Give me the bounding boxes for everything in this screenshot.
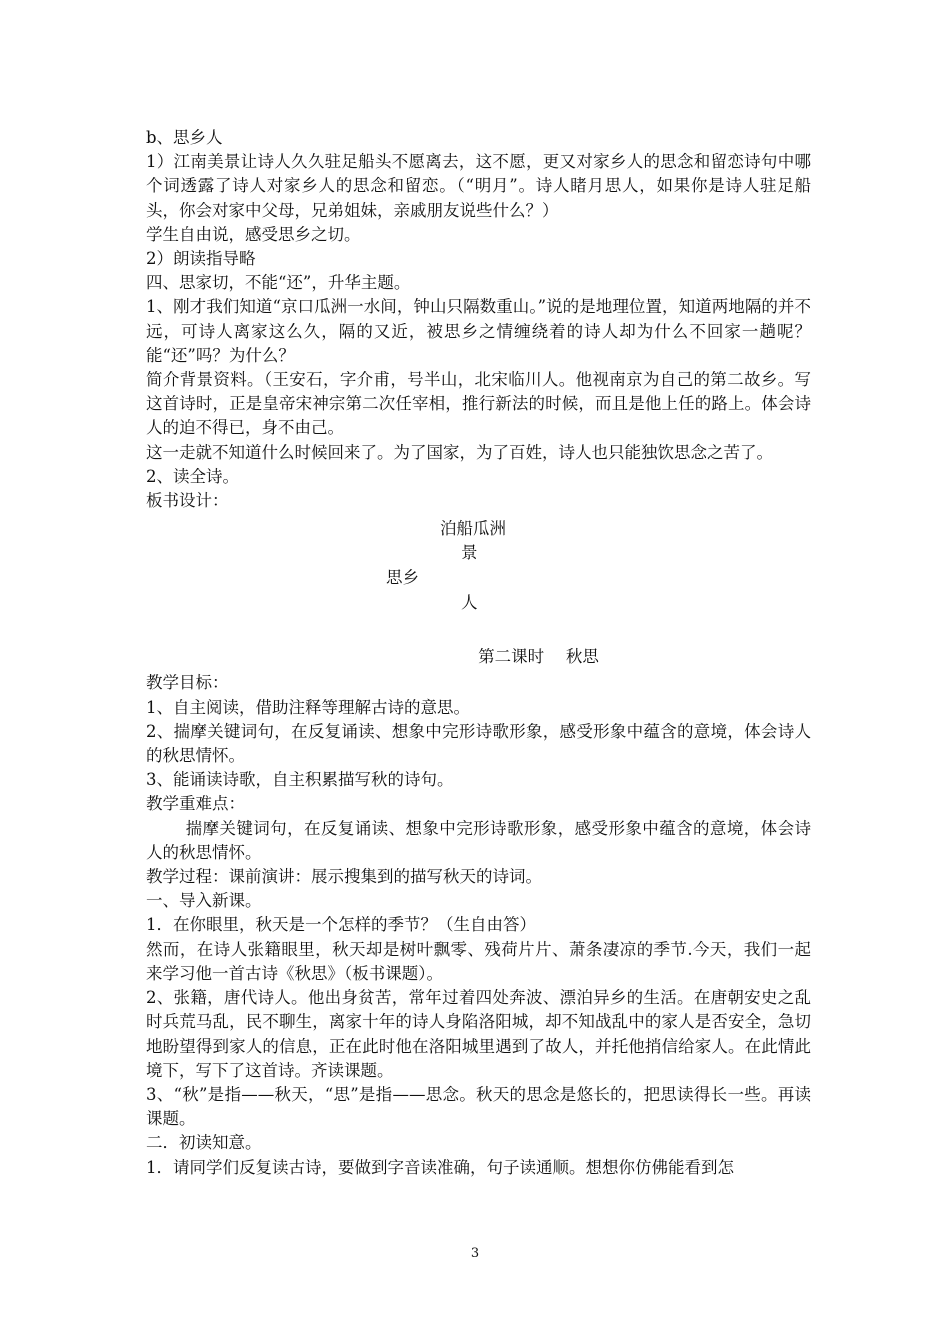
paragraph: 1．请同学们反复读古诗，要做到字音读准确，句子读通顺。想想你仿佛能看到怎: [146, 1157, 734, 1177]
paragraph: 1、刚才我们知道“京口瓜洲一水间，钟山只隔数重山。”说的是地理位置，知道两地隔的并不远，可诗人离家这么久，隔的又近，被思乡之情缠绕着的诗人却为什么不回家一趟呢？能“还”吗？为什么？: [146, 297, 811, 365]
paragraph: 教学目标：: [146, 673, 229, 693]
section-heading: 四、思家切，不能“还”，升华主题。: [146, 273, 411, 293]
paragraph: 1）江南美景让诗人久久驻足船头不愿离去，这不愿，更又对家乡人的思念和留恋诗句中哪个词透露了诗人对家乡人的思念和留恋。（“明月”。诗人睹月思人，如果你是诗人驻足船头，你会对家中父母，兄弟姐妹，亲戚朋友说些什么？）: [146, 152, 811, 220]
paragraph: 2）朗读指导略: [146, 249, 256, 269]
paragraph: 2、张籍，唐代诗人。他出身贫苦，常年过着四处奔波、漂泊异乡的生活。在唐朝安史之乱时兵荒马乱，民不聊生，离家十年的诗人身陷洛阳城，却不知战乱中的家人是否安全，急切地盼望得到家人的信息，正在此时他在洛阳城里遇到了故人，并托他捎信给家人。在此情此境下，写下了这首诗。齐读课题。: [146, 988, 811, 1080]
mid-section: [146, 671, 811, 865]
board-jing: 景: [461, 543, 478, 563]
paragraph: 1、自主阅读，借助注释等理解古诗的意思。: [146, 697, 470, 717]
paragraph: 学生自由说，感受思乡之切。: [146, 224, 361, 244]
paragraph: 教学重难点：: [146, 794, 245, 814]
section-heading: 二．初读知意。: [146, 1133, 262, 1153]
board-title: 泊船瓜洲: [440, 519, 506, 539]
board-design: [146, 517, 811, 633]
page-number: 3: [470, 1246, 480, 1261]
document-page: [146, 126, 811, 1180]
lesson-title: 第二课时 秋思: [478, 647, 599, 667]
paragraph: 板书设计：: [146, 491, 229, 511]
indented-paragraph: 揣摩关键词句，在反复诵读、想象中完形诗歌形象，感受形象中蕴含的意境，体会诗人的秋思情怀。: [146, 818, 811, 862]
paragraph: 3、“秋”是指——秋天，“思”是指——思念。秋天的思念是悠长的，把思读得长一些。再读课题。: [146, 1084, 811, 1129]
section-heading: 一、导入新课。: [146, 891, 262, 911]
paragraph: 2、读全诗。: [146, 466, 239, 486]
paragraph: b、思乡人: [146, 128, 223, 147]
paragraph: 2、揣摩关键词句，在反复诵读、想象中完形诗歌形象，感受形象中蕴含的意境，体会诗人的秋思情怀。: [146, 721, 811, 766]
paragraph: 然而，在诗人张籍眼里，秋天却是树叶飘零、残荷片片、萧条凄凉的季节.今天，我们一起来学习他一首古诗《秋思》（板书课题）。: [146, 939, 811, 983]
top-section: [146, 126, 811, 513]
board-ren: 人: [461, 593, 478, 613]
bottom-section: [146, 865, 811, 1180]
paragraph: 3、能诵读诗歌，自主积累描写秋的诗句。: [146, 770, 454, 790]
paragraph: 教学过程：课前演讲：展示搜集到的描写秋天的诗词。: [146, 867, 542, 887]
paragraph: 这一走就不知道什么时候回来了。为了国家，为了百姓，诗人也只能独饮思念之苦了。: [146, 442, 773, 462]
board-sixiang: 思乡: [386, 568, 419, 588]
paragraph: 1．在你眼里，秋天是一个怎样的季节？（生自由答）: [146, 915, 536, 935]
paragraph: 简介背景资料。（王安石，字介甫，号半山，北宋临川人。他视南京为自己的第二故乡。写这首诗时，正是皇帝宋神宗第二次任宰相，推行新法的时候，而且是他上任的路上。体会诗人的迫不得已，身不由己。: [146, 370, 811, 438]
